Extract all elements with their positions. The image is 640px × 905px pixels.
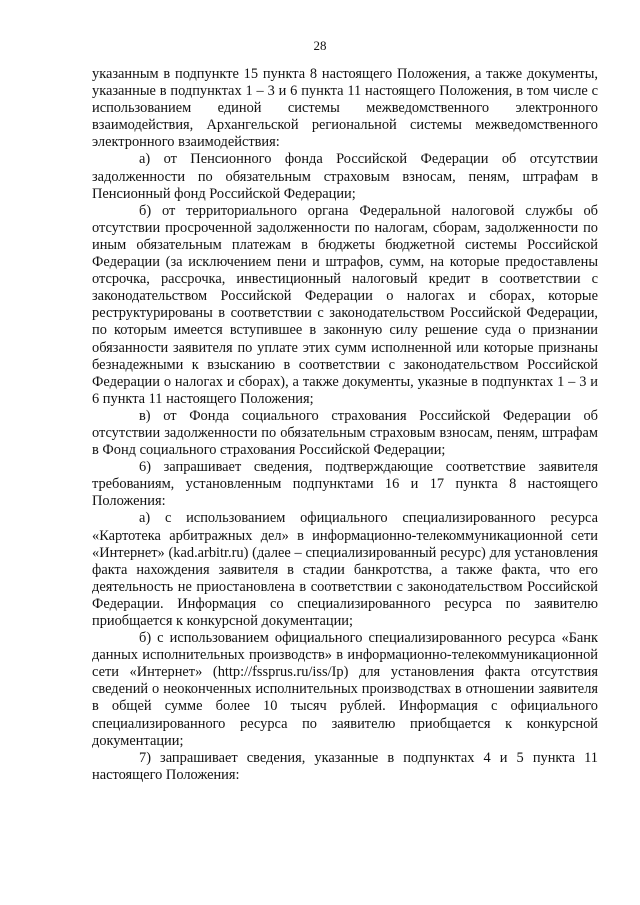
- paragraph-item-7-requests: 7) запрашивает сведения, указанные в подпунктах 4 и 5 пункта 11 настоящего Положения:: [92, 749, 598, 783]
- document-body: [92, 66, 598, 784]
- paragraph-item-v-social-insurance: в) от Фонда социального страхования Российской Федерации об отсутствии задолженности по обязательным страховым взносам, пеням, штрафам в Фонд социального страхования Российской Федерации;: [92, 407, 598, 459]
- paragraph-item-b-enforcement-proceedings: б) с использованием официального специализированного ресурса «Банк данных исполнительных производств» в информационно-телекоммуникационной сети «Интернет» (http://fssprus.ru/iss/Ip) для установления факта отсутствия сведений о неоконченных исполнительных производствах в отношении заявителя в общей сумме более 10 тысяч рублей. Информация с официального специализированного ресурса по заявителю приобщается к конкурсной документации;: [92, 630, 598, 749]
- paragraph-item-b-tax-service: б) от территориального органа Федеральной налоговой службы об отсутствии просроченной задолженности по налогам, сборам, задолженности по иным обязательным платежам в бюджеты бюджетной системы Российской Федерации (за исключением пени и штрафов, сумм, на которые предоставлены отсрочка, рассрочка, инвестиционный налоговый кредит в соответствии с законодательством Российской Федерации о налогах и сборах, которые реструктурированы в соответствии с законодательством Российской Федерации, по которым имеется вступившее в законную силу решение суда о признании обязанности заявителя по уплате этих сумм исполненной или которые признаны безнадежными к взысканию в соответствии с законодательством Российской Федерации о налогах и сборах), а также документы, указные в подпунктах 1 – 3 и 6 пункта 11 настоящего Положения;: [92, 202, 598, 407]
- paragraph-item-6-requirements: 6) запрашивает сведения, подтверждающие соответствие заявителя требованиям, установленным подпунктами 16 и 17 пункта 8 настоящего Положения:: [92, 459, 598, 510]
- page-number: 28: [313, 38, 327, 53]
- paragraph-intro: указанным в подпункте 15 пункта 8 настоящего Положения, а также документы, указанные в подпунктах 1 – 3 и 6 пункта 11 настоящего Положения, в том числе с использованием единой системы межведомственного электронного взаимодействия, Архангельской региональной системы межведомственного электронного взаимодействия:: [92, 66, 598, 151]
- paragraph-item-a-pension-fund: а) от Пенсионного фонда Российской Федерации об отсутствии задолженности по обязательным страховым взносам, пеням, штрафам в Пенсионный фонд Российской Федерации;: [92, 151, 598, 202]
- paragraph-item-a-arbitration-cases: а) с использованием официального специализированного ресурса «Картотека арбитражных дел» в информационно-телекоммуникационной сети «Интернет» (kad.arbitr.ru) (далее – специализированный ресурс) для установления факта нахождения заявителя в стадии банкротства, а также факта, что его деятельность не приостановлена в соответствии с законодательством Российской Федерации. Информация со специализированного ресурса по заявителю приобщается к конкурсной документации;: [92, 510, 598, 629]
